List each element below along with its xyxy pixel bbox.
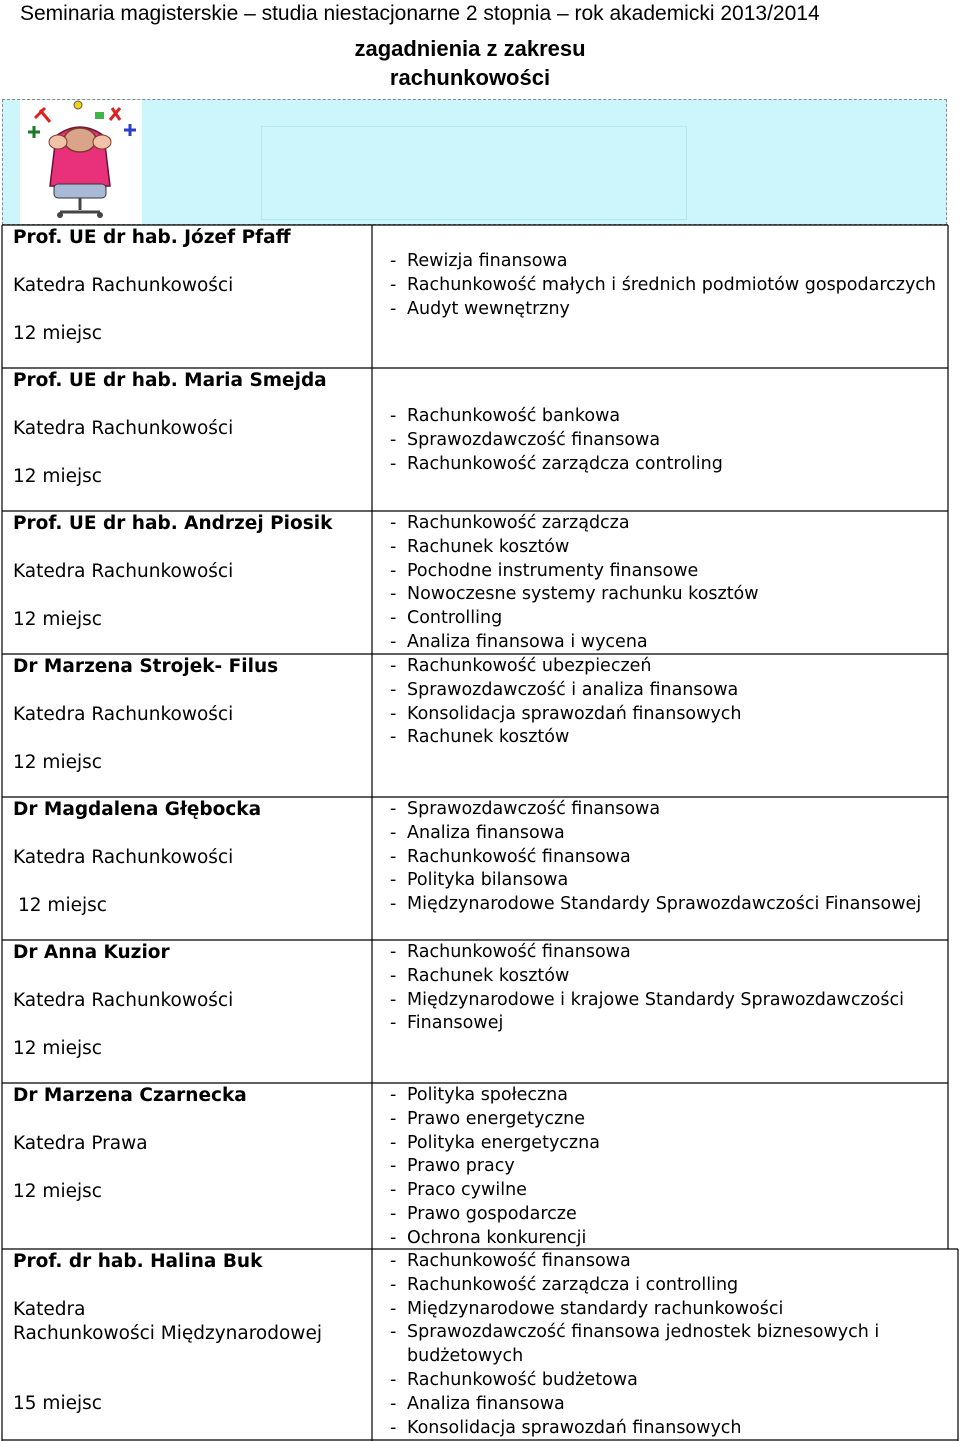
supervisor-name: Prof. UE dr hab. Andrzej Piosik <box>13 513 333 534</box>
department: Katedra Rachunkowości <box>13 275 234 296</box>
topics-cell <box>390 1250 950 1440</box>
department: Katedra Rachunkowości <box>13 561 234 582</box>
topics-cell <box>390 655 950 750</box>
topics-list <box>390 405 950 476</box>
topics-cell <box>390 512 950 655</box>
topics-cell <box>390 941 950 1036</box>
supervisor-name: Prof. UE dr hab. Józef Pfaff <box>13 227 291 248</box>
supervisor-cell <box>13 226 368 346</box>
topic-item: - Nowoczesne systemy rachunku kosztów <box>390 583 950 607</box>
places-count: 12 miejsc <box>13 752 102 773</box>
topic-item: - Rachunkowość zarządcza i controlling <box>390 1274 950 1298</box>
department-line2: Rachunkowości Międzynarodowej <box>13 1323 322 1344</box>
topic-item: - Polityka społeczna <box>390 1084 950 1108</box>
supervisor-cell <box>13 369 368 489</box>
topic-item: - Sprawozdawczość finansowa <box>390 798 950 822</box>
topic-item: - Rewizja finansowa <box>390 250 950 274</box>
topic-item: - Sprawozdawczość finansowa jednostek biznesowych i budżetowych <box>390 1321 927 1369</box>
topic-item: - Międzynarodowe i krajowe Standardy Sprawozdawczości <box>390 989 950 1013</box>
topics-list <box>390 1250 950 1440</box>
topic-item: - Controlling <box>390 607 950 631</box>
topics-list <box>390 655 950 750</box>
supervisor-cell <box>13 1084 368 1204</box>
supervisor-cell <box>13 512 368 632</box>
topics-list <box>390 941 950 1036</box>
topic-item: - Rachunek kosztów <box>390 726 950 750</box>
supervisor-cell <box>13 941 368 1061</box>
supervisor-name: Dr Marzena Strojek- Filus <box>13 656 279 677</box>
topics-list <box>390 798 950 917</box>
supervisor-name: Prof. dr hab. Halina Buk <box>13 1251 263 1272</box>
topic-item: - Konsolidacja sprawozdań finansowych <box>390 1417 950 1441</box>
topic-item: - Analiza finansowa <box>390 822 950 846</box>
topic-item: - Rachunkowość finansowa <box>390 1250 950 1274</box>
supervisor-cell <box>13 655 368 775</box>
topic-item: - Prawo pracy <box>390 1155 950 1179</box>
places-count: 12 miejsc <box>13 466 102 487</box>
topic-item: - Analiza finansowa <box>390 1393 950 1417</box>
topic-item: - Sprawozdawczość finansowa <box>390 429 950 453</box>
supervisor-name: Prof. UE dr hab. Maria Smejda <box>13 370 327 391</box>
topic-item: - Rachunkowość bankowa <box>390 405 950 429</box>
topic-item: - Międzynarodowe standardy rachunkowości <box>390 1298 950 1322</box>
topics-cell <box>390 405 950 476</box>
topic-item: - Audyt wewnętrzny <box>390 298 950 322</box>
supervisor-name: Dr Magdalena Głębocka <box>13 799 262 820</box>
topic-item: - Finansowej <box>390 1012 950 1036</box>
topic-item: - Rachunek kosztów <box>390 536 950 560</box>
topic-item: - Rachunkowość zarządcza <box>390 512 950 536</box>
topic-item: - Rachunkowość małych i średnich podmiotów gospodarczych <box>390 274 950 298</box>
topic-item: - Rachunkowość ubezpieczeń <box>390 655 950 679</box>
page-title-line2: rachunkowości <box>389 65 551 90</box>
supervisor-cell <box>13 1250 368 1416</box>
topic-item: - Rachunkowość finansowa <box>390 846 950 870</box>
topic-item: - Pochodne instrumenty finansowe <box>390 560 950 584</box>
topic-item: - Rachunkowość finansowa <box>390 941 950 965</box>
supervisor-name: Dr Anna Kuzior <box>13 942 170 963</box>
department: Katedra Prawa <box>13 1133 148 1154</box>
topic-item: - Prawo energetyczne <box>390 1108 950 1132</box>
department: Katedra Rachunkowości <box>13 704 234 725</box>
places-count: 12 miejsc <box>13 1038 102 1059</box>
supervisor-name: Dr Marzena Czarnecka <box>13 1085 247 1106</box>
places-count: 12 miejsc <box>18 895 107 916</box>
topic-item: - Sprawozdawczość i analiza finansowa <box>390 679 950 703</box>
topics-cell <box>390 798 950 917</box>
places-count: 12 miejsc <box>13 1181 102 1202</box>
topic-item: - Konsolidacja sprawozdań finansowych <box>390 703 950 727</box>
department: Katedra Rachunkowości <box>13 418 234 439</box>
places-count: 12 miejsc <box>13 323 102 344</box>
supervisor-cell <box>13 798 368 918</box>
topic-item: - Rachunkowość zarządcza controling <box>390 453 950 477</box>
topics-list <box>390 512 950 655</box>
department-line1: Katedra <box>13 1299 86 1320</box>
department: Katedra Rachunkowości <box>13 847 234 868</box>
topic-item: - Analiza finansowa i wycena <box>390 631 950 655</box>
topics-cell <box>390 250 950 321</box>
topic-item: - Prawo gospodarcze <box>390 1203 950 1227</box>
topic-item: - Ochrona konkurencji <box>390 1227 950 1251</box>
topics-list <box>390 250 950 321</box>
topic-item: - Rachunek kosztów <box>390 965 950 989</box>
topics-cell <box>390 1084 950 1251</box>
topic-item: - Rachunkowość budżetowa <box>390 1369 950 1393</box>
page-title-line1: zagadnienia z zakresu <box>354 36 586 61</box>
topic-item: - Polityka bilansowa <box>390 869 950 893</box>
places-count: 15 miejsc <box>13 1393 102 1414</box>
topic-item: - Polityka energetyczna <box>390 1132 950 1156</box>
topics-list <box>390 1084 950 1251</box>
department: Katedra Rachunkowości <box>13 990 234 1011</box>
places-count: 12 miejsc <box>13 609 102 630</box>
topic-item: - Międzynarodowe Standardy Sprawozdawczości Finansowej <box>390 893 950 917</box>
topic-item: - Praco cywilne <box>390 1179 950 1203</box>
page-header: Seminaria magisterskie – studia niestacjonarne 2 stopnia – rok akademicki 2013/2014 <box>20 2 820 25</box>
